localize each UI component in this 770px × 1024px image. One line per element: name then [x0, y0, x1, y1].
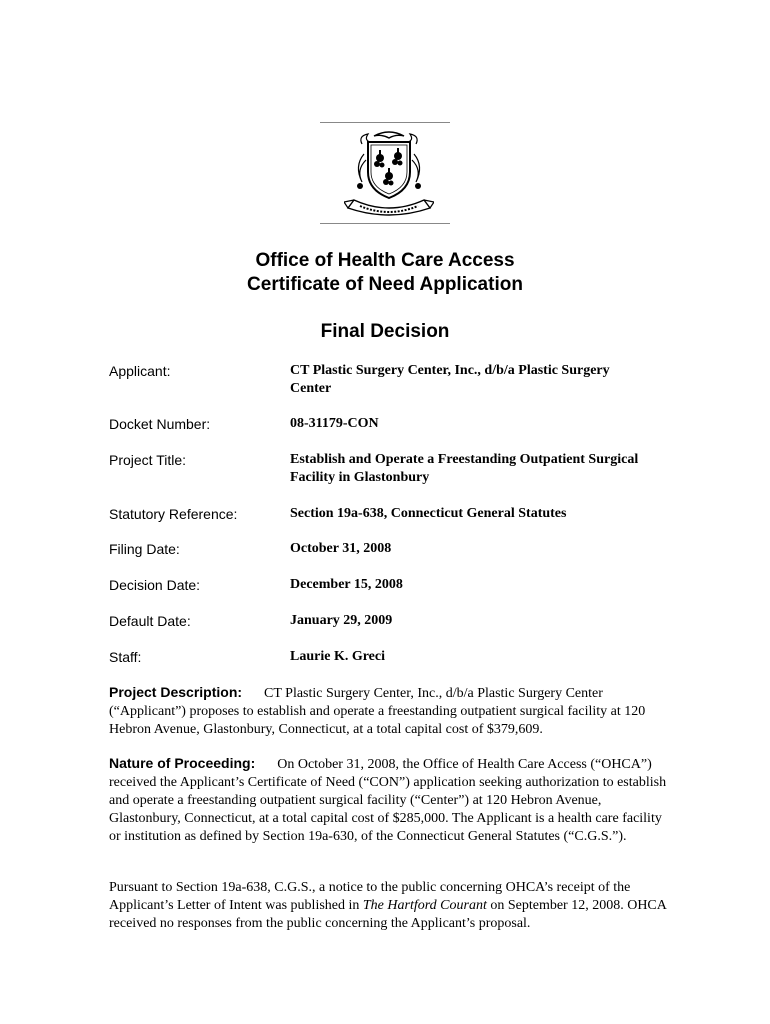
application-title: Certificate of Need Application — [247, 274, 523, 295]
seal-block — [320, 122, 450, 224]
office-title: Office of Health Care Access — [255, 250, 515, 271]
project-description-paragraph — [109, 683, 669, 739]
field-value: Laurie K. Greci — [290, 649, 385, 664]
field-value: 08-31179-CON — [290, 416, 379, 431]
connecticut-state-seal-icon — [344, 126, 434, 220]
field-value: October 31, 2008 — [290, 541, 392, 556]
notice-paragraph — [109, 879, 669, 933]
seal-bottom-rule — [320, 223, 450, 224]
notice-text-before: Pursuant to Section 19a-638, C.G.S., a notice to the public concerning OHCA’s receipt of the Applicant’s Letter of Intent was published in — [109, 880, 631, 913]
seal-top-rule — [320, 122, 450, 123]
field-value: CT Plastic Surgery Center, Inc., d/b/a Plastic Surgery Center — [290, 363, 610, 396]
field-label: Project Title: — [109, 452, 187, 468]
notice-text-after: on September 12, 2008. OHCA received no responses from the public concerning the Applicant’s proposal. — [109, 898, 667, 931]
field-label: Statutory Reference: — [109, 506, 238, 522]
field-label: Docket Number: — [109, 416, 211, 432]
field-label: Default Date: — [109, 613, 191, 629]
field-value: December 15, 2008 — [290, 577, 403, 592]
nature-of-proceeding-paragraph — [109, 754, 669, 846]
field-value: Establish and Operate a Freestanding Outpatient Surgical Facility in Glastonbury — [290, 452, 639, 485]
newspaper-name: The Hartford Courant — [362, 898, 487, 913]
field-value: January 29, 2009 — [290, 613, 393, 628]
field-label: Filing Date: — [109, 541, 180, 557]
nature-of-proceeding-heading: Nature of Proceeding: — [109, 755, 256, 771]
field-value: Section 19a-638, Connecticut General Statutes — [290, 506, 567, 521]
field-label: Staff: — [109, 649, 142, 665]
project-description-text: CT Plastic Surgery Center, Inc., d/b/a Plastic Surgery Center (“Applicant”) proposes to establish and operate a freestanding outpatient surgical facility at 120 Hebron Avenue, Glastonbury, Connecticut, at a total capital cost of $379,609. — [109, 686, 646, 737]
field-label: Decision Date: — [109, 577, 201, 593]
field-label: Applicant: — [109, 363, 171, 379]
final-decision-title: Final Decision — [320, 321, 450, 342]
project-description-heading: Project Description: — [109, 684, 243, 700]
nature-of-proceeding-text: On October 31, 2008, the Office of Health Care Access (“OHCA”) received the Applicant’s Certificate of Need (“CON”) application seeking authorization to establish and operate a freestanding outpatient surgical facility (“Center”) at 120 Hebron Avenue, Glastonbury, Connecticut, at a total capital cost of $285,000. The Applicant is a health care facility or institution as defined by Section 19a-630, of the Connecticut General Statutes (“C.G.S.”). — [109, 757, 667, 844]
